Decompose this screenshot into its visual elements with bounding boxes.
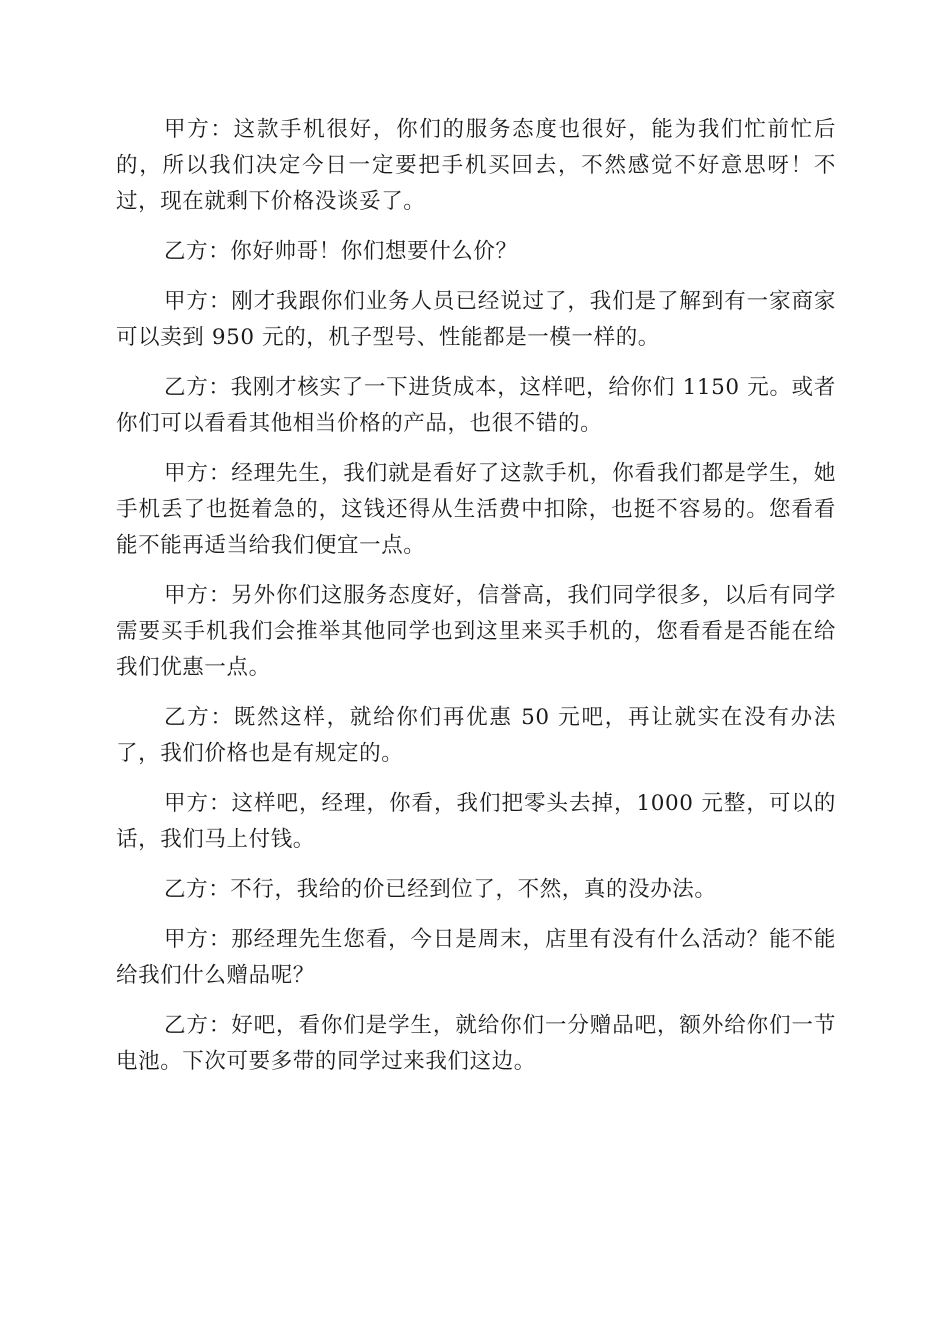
dialogue-paragraph: 乙方：好吧，看你们是学生，就给你们一分赠品吧，额外给你们一节电池。下次可要多带的同学过来我们这边。 — [116, 1013, 836, 1074]
dialogue-paragraph: 甲方：另外你们这服务态度好，信誉高，我们同学很多，以后有同学需要买手机我们会推举其他同学也到这里来买手机的，您看看是否能在给我们优惠一点。 — [116, 583, 836, 680]
dialogue-paragraph: 乙方：既然这样，就给你们再优惠 50 元吧，再让就实在没有办法了，我们价格也是有规定的。 — [116, 705, 836, 766]
dialogue-paragraph: 乙方：我刚才核实了一下进货成本，这样吧，给你们 1150 元。或者你们可以看看其他相当价格的产品，也很不错的。 — [116, 375, 836, 436]
document-body — [116, 112, 836, 1094]
dialogue-paragraph: 乙方：不行，我给的价已经到位了，不然，真的没办法。 — [164, 877, 717, 902]
dialogue-paragraph: 甲方：这样吧，经理，你看，我们把零头去掉，1000 元整，可以的话，我们马上付钱。 — [116, 791, 836, 852]
dialogue-paragraph: 乙方：你好帅哥！你们想要什么价？ — [164, 239, 518, 264]
dialogue-paragraph: 甲方：刚才我跟你们业务人员已经说过了，我们是了解到有一家商家可以卖到 950 元的，机子型号、性能都是一模一样的。 — [116, 289, 836, 350]
dialogue-paragraph: 甲方：这款手机很好，你们的服务态度也很好，能为我们忙前忙后的，所以我们决定今日一定要把手机买回去，不然感觉不好意思呀！不过，现在就剩下价格没谈妥了。 — [116, 117, 836, 214]
dialogue-paragraph: 甲方：经理先生，我们就是看好了这款手机，你看我们都是学生，她手机丢了也挺着急的，这钱还得从生活费中扣除，也挺不容易的。您看看能不能再适当给我们便宜一点。 — [116, 461, 836, 558]
dialogue-paragraph: 甲方：那经理先生您看，今日是周末，店里有没有什么活动？能不能给我们什么赠品呢？ — [116, 927, 836, 988]
